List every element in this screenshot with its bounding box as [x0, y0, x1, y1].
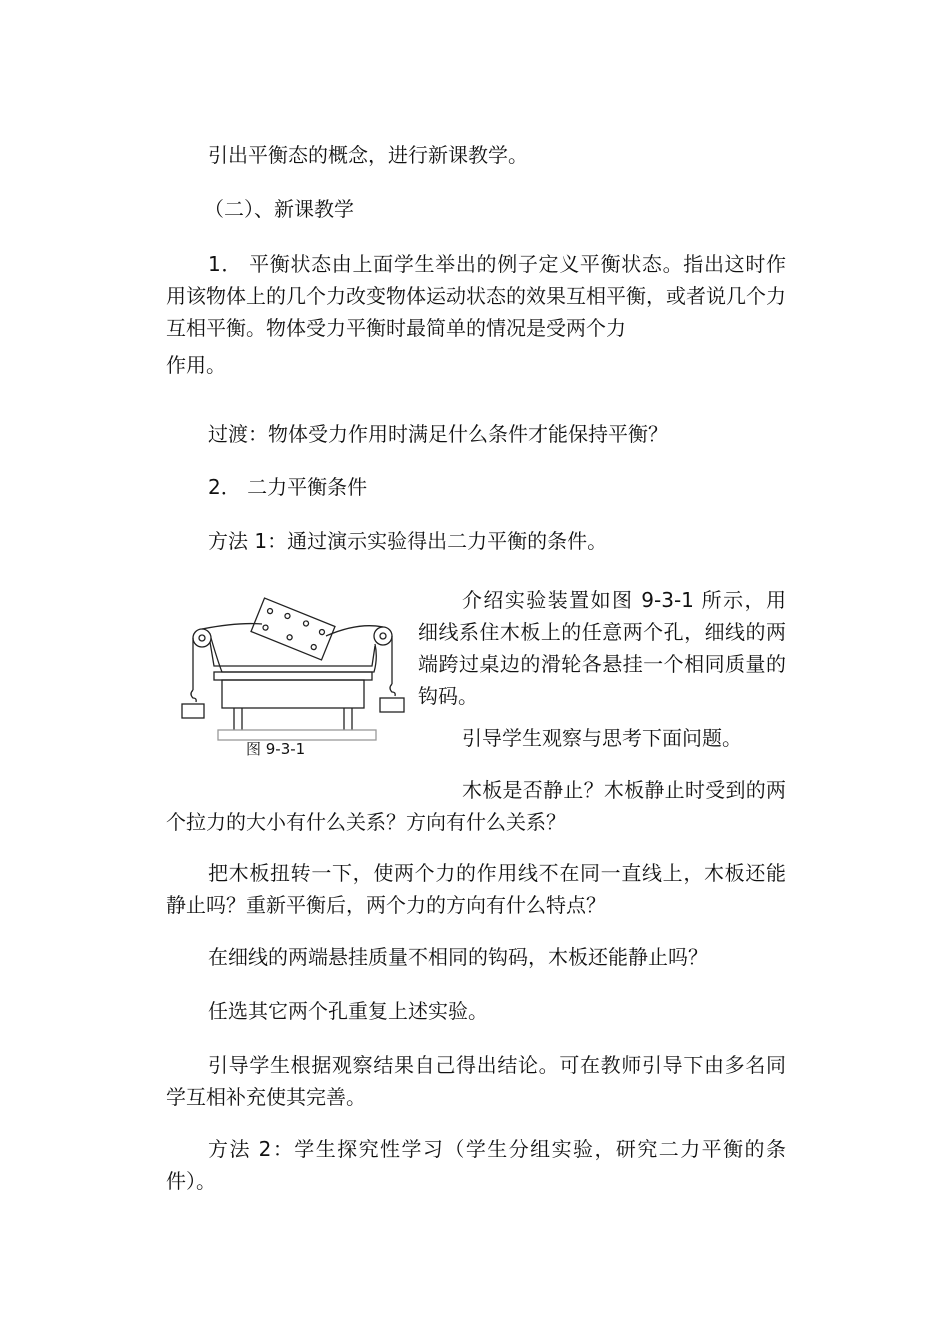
paragraph-equilibrium-state: 1． 平衡状态由上面学生举出的例子定义平衡状态。指出这时作用该物体上的几个力改变物体运动状态的效果互相平衡，或者说几个力互相平衡。物体受力平衡时最简单的情况是受两个力: [166, 252, 786, 340]
figure-experiment-apparatus: [178, 592, 410, 768]
right-weight-drawing: [380, 698, 404, 712]
paragraph-transition: 过渡：物体受力作用时满足什么条件才能保持平衡？: [208, 422, 668, 446]
paragraph-method-2: 方法 2：学生探究性学习（学生分组实验，研究二力平衡的条件）。: [166, 1137, 786, 1193]
paragraph-intro: 引出平衡态的概念，进行新课教学。: [208, 143, 528, 167]
paragraph-question-unequal: 在细线的两端悬挂质量不相同的钩码，木板还能静止吗？: [208, 945, 708, 969]
subsection-heading: 2． 二力平衡条件: [208, 475, 368, 499]
paragraph-method-1: 方法 1：通过演示实验得出二力平衡的条件。: [208, 529, 608, 553]
paragraph-conclusion: 引导学生根据观察结果自己得出结论。可在教师引导下由多名同学互相补充使其完善。: [166, 1053, 786, 1109]
left-weight-drawing: [182, 704, 204, 718]
board-drawing: [251, 598, 335, 660]
paragraph-guide-observation: 引导学生观察与思考下面问题。: [462, 726, 742, 750]
left-pulley-drawing: [193, 629, 211, 647]
paragraph-apparatus-description: 介绍实验装置如图 9-3-1 所示，用细线系住木板上的任意两个孔，细线的两端跨过桌边的滑轮各悬挂一个相同质量的钩码。: [418, 588, 786, 708]
paragraph-repeat: 任选其它两个孔重复上述实验。: [208, 999, 488, 1023]
right-pulley-drawing: [374, 627, 392, 645]
figure-caption: 图 9-3-1: [246, 740, 306, 758]
section-heading: （二）、新课教学: [204, 197, 354, 221]
paragraph-question-static: 木板是否静止？木板静止时受到的两个拉力的大小有什么关系？方向有什么关系？: [166, 778, 786, 834]
paragraph-question-twist: 把木板扭转一下，使两个力的作用线不在同一直线上，木板还能静止吗？重新平衡后，两个力的方向有什么特点？: [166, 861, 786, 917]
paragraph-equilibrium-state-end: 作用。: [166, 353, 226, 377]
